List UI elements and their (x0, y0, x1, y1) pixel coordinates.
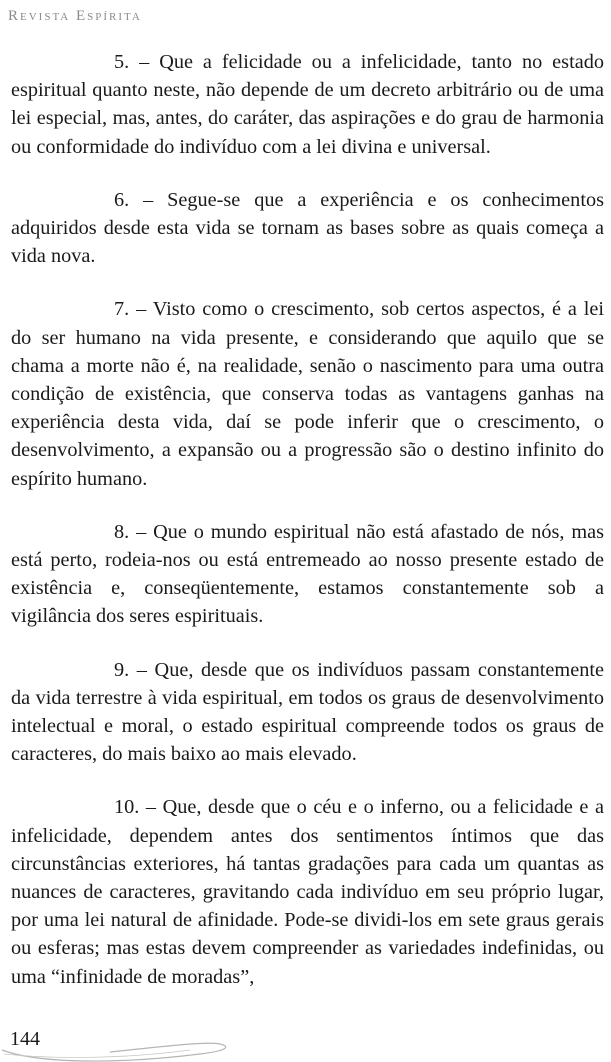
page-number: 144 (10, 1028, 40, 1050)
paragraph-7: 7. – Visto como o crescimento, sob certos aspectos, é a lei do ser humano na vida presente, e considerando que aquilo que se chama a morte não é, na realidade, senão o nascimento para uma outra condição de existência, que conserva todas as vantagens ganhas na experiência desta vida, daí se pode inferir que o crescimento, o desenvolvimento, a expansão ou a progressão são o destino infinito do espírito humano. (11, 298, 604, 490)
paragraph-8: 8. – Que o mundo espiritual não está afastado de nós, mas está perto, rodeia-nos ou está entremeado ao nosso presente estado de existência e, conseqüentemente, estamos constantemente sob a vigilância dos seres espirituais. (11, 520, 604, 628)
paragraph-6: 6. – Segue-se que a experiência e os conhecimentos adquiridos desde esta vida se tornam as bases sobre as quais começa a vida nova. (11, 188, 604, 268)
page-body (11, 48, 604, 1016)
paragraph-9: 9. – Que, desde que os indivíduos passam constantemente da vida terrestre à vida espiritual, em todos os graus de desenvolvimento intelectual e moral, o estado espiritual compreende todos os graus de caracteres, do mais baixo ao mais elevado. (11, 658, 604, 766)
paragraph-10: 10. – Que, desde que o céu e o inferno, ou a felicidade e a infelicidade, dependem antes dos sentimentos íntimos que das circunstâncias exteriores, há tantas gradações para cada um quantas as nuances de caracteres, gravitando cada indivíduo em seu próprio lugar, por uma lei natural de afinidade. Pode-se dividi-los em sete graus gerais ou esferas; mas estas devem compreender as variedades indefinidas, ou uma “infinidade de moradas”, (11, 796, 604, 988)
running-header: Revista Espírita (8, 8, 142, 24)
paragraph-5: 5. – Que a felicidade ou a infelicidade, tanto no estado espiritual quanto neste, não depende de um decreto arbitrário ou de uma lei especial, mas, antes, do caráter, das aspirações e do grau de harmonia ou conformidade do indivíduo com a lei divina e universal. (11, 51, 604, 158)
page-footer (0, 1020, 611, 1062)
